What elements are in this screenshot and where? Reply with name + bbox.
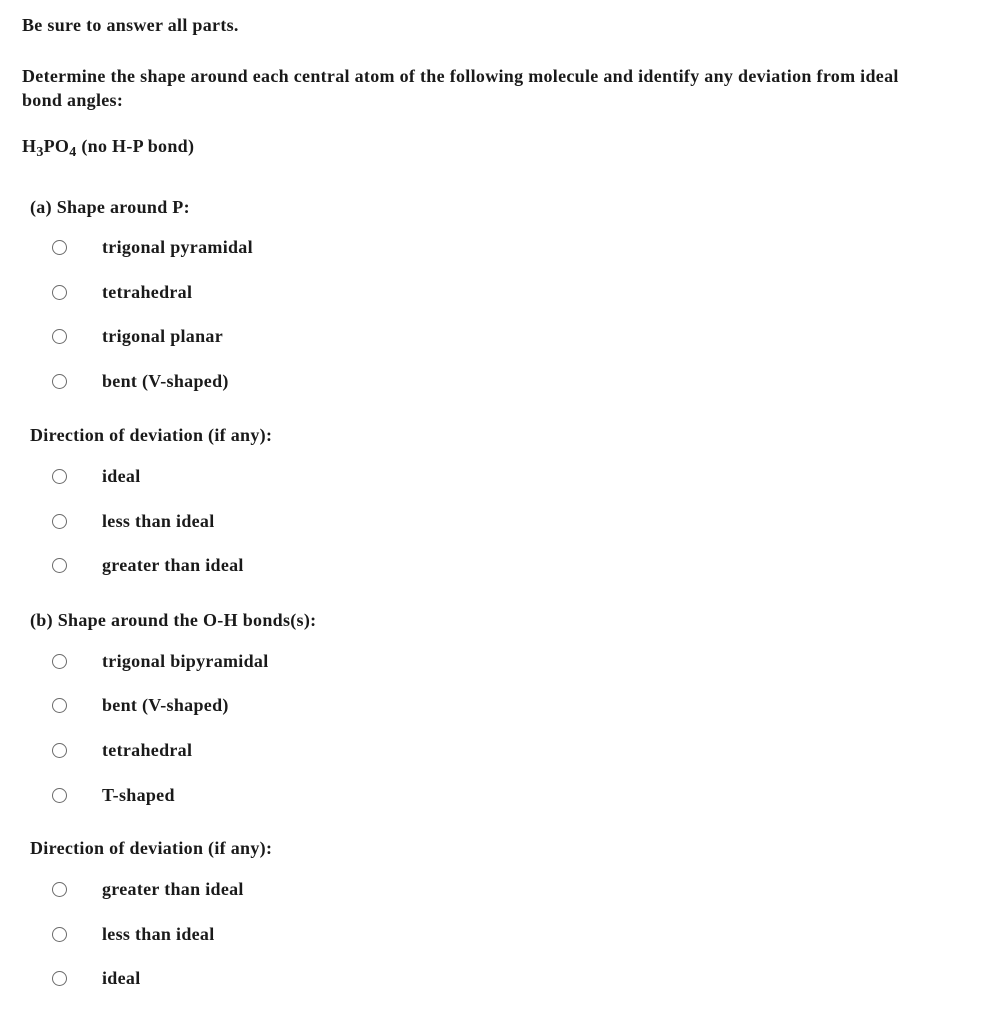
q-a-option-tetrahedral[interactable] (52, 280, 192, 304)
formula-subscript: 4 (69, 145, 77, 160)
radio-button[interactable] (52, 971, 67, 986)
dev2-option-greater-than-ideal[interactable] (52, 877, 244, 901)
question-a-label: (a) Shape around P: (30, 197, 190, 217)
radio-button[interactable] (52, 240, 67, 255)
deviation-2-label: Direction of deviation (if any): (30, 838, 273, 858)
formula-part: H (22, 136, 37, 156)
radio-button[interactable] (52, 788, 67, 803)
formula-part: PO (43, 136, 70, 156)
option-label: ideal (102, 465, 141, 486)
option-label: trigonal pyramidal (102, 236, 253, 257)
option-label: tetrahedral (102, 281, 193, 302)
question-prompt: Determine the shape around each central atom of the following molecule and identify any deviation from ideal bond angles: (22, 66, 899, 110)
option-label: trigonal planar (102, 325, 224, 346)
dev1-option-ideal[interactable] (52, 464, 141, 488)
radio-button[interactable] (52, 514, 67, 529)
radio-button[interactable] (52, 743, 67, 758)
option-label: ideal (102, 967, 141, 988)
radio-button[interactable] (52, 329, 67, 344)
molecule-formula (22, 136, 195, 160)
option-label: tetrahedral (102, 739, 193, 760)
dev2-option-ideal[interactable] (52, 966, 141, 990)
radio-button[interactable] (52, 285, 67, 300)
radio-button[interactable] (52, 927, 67, 942)
option-label: T-shaped (102, 784, 175, 805)
q-b-option-bent[interactable] (52, 693, 229, 717)
formula-subscript: 3 (36, 145, 44, 160)
formula-part: (no H-P bond) (76, 136, 195, 156)
deviation-1-label: Direction of deviation (if any): (30, 425, 273, 445)
q-b-option-tetrahedral[interactable] (52, 738, 192, 762)
option-label: bent (V-shaped) (102, 694, 229, 715)
q-a-option-bent[interactable] (52, 369, 229, 393)
radio-button[interactable] (52, 558, 67, 573)
radio-button[interactable] (52, 654, 67, 669)
q-b-option-t-shaped[interactable] (52, 783, 175, 807)
option-label: greater than ideal (102, 554, 244, 575)
dev1-option-less-than-ideal[interactable] (52, 509, 215, 533)
dev2-option-less-than-ideal[interactable] (52, 922, 215, 946)
option-label: greater than ideal (102, 878, 244, 899)
question-b-label: (b) Shape around the O-H bonds(s): (30, 610, 317, 630)
option-label: bent (V-shaped) (102, 370, 229, 391)
instructions-text: Be sure to answer all parts. (22, 15, 239, 35)
radio-button[interactable] (52, 698, 67, 713)
q-a-option-trigonal-pyramidal[interactable] (52, 235, 253, 259)
option-label: less than ideal (102, 923, 215, 944)
radio-button[interactable] (52, 374, 67, 389)
radio-button[interactable] (52, 882, 67, 897)
q-a-option-trigonal-planar[interactable] (52, 324, 223, 348)
option-label: trigonal bipyramidal (102, 650, 269, 671)
option-label: less than ideal (102, 510, 215, 531)
radio-button[interactable] (52, 469, 67, 484)
dev1-option-greater-than-ideal[interactable] (52, 553, 244, 577)
q-b-option-trigonal-bipyramidal[interactable] (52, 649, 269, 673)
